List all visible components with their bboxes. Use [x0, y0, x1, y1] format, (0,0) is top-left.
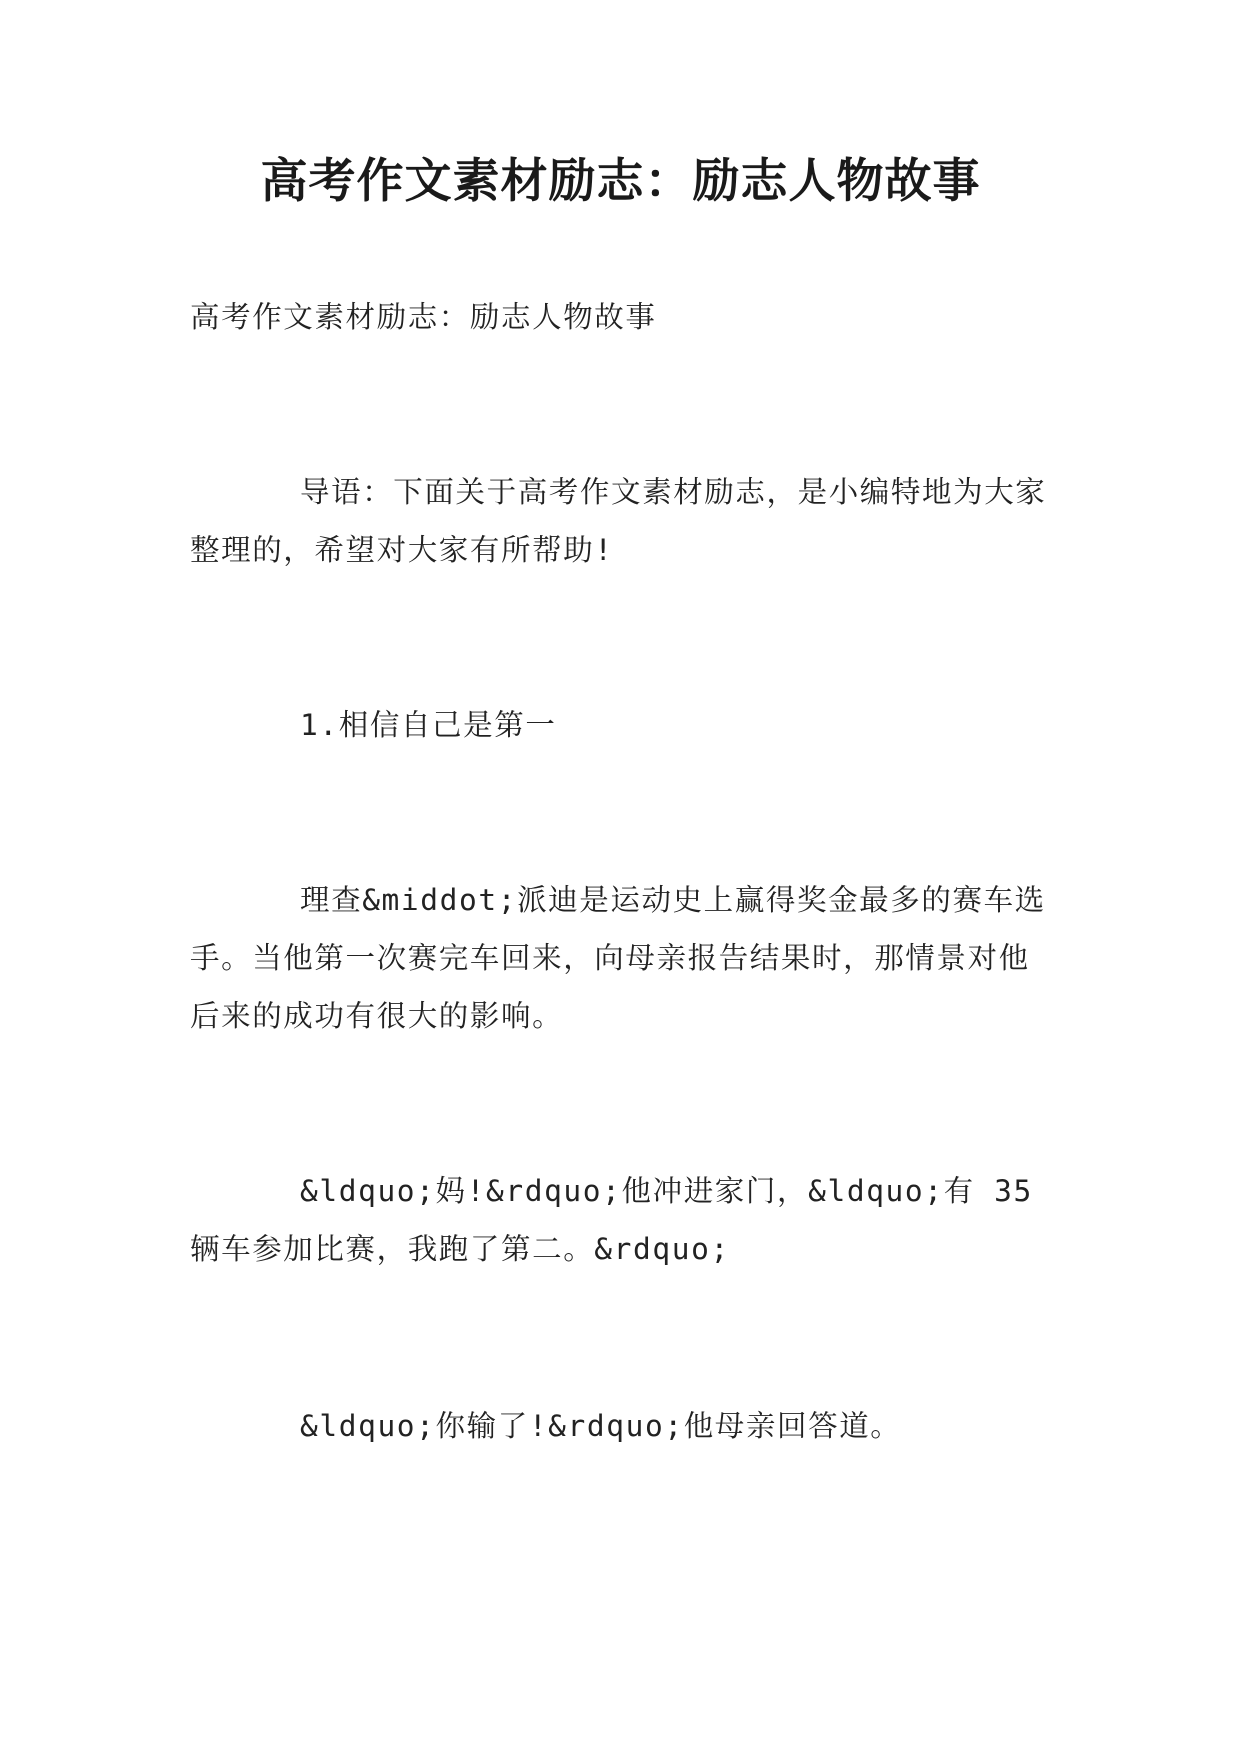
body-paragraph: &ldquo;妈!&rdquo;他冲进家门，&ldquo;有 35 辆车参加比赛，我跑了第二。&rdquo; — [190, 1174, 1033, 1266]
subtitle-paragraph: 高考作文素材励志：励志人物故事 — [190, 300, 657, 334]
intro-paragraph: 导语：下面关于高考作文素材励志，是小编特地为大家整理的，希望对大家有所帮助! — [190, 475, 1047, 567]
section-heading: 1.相信自己是第一 — [300, 708, 557, 742]
body-paragraph: &ldquo;你输了!&rdquo;他母亲回答道。 — [300, 1409, 902, 1443]
body-paragraph: 理查&middot;派迪是运动史上赢得奖金最多的赛车选手。当他第一次赛完车回来，向母亲报告结果时，那情景对他后来的成功有很大的影响。 — [190, 883, 1046, 1033]
document-title: 高考作文素材励志：励志人物故事 — [260, 154, 981, 209]
